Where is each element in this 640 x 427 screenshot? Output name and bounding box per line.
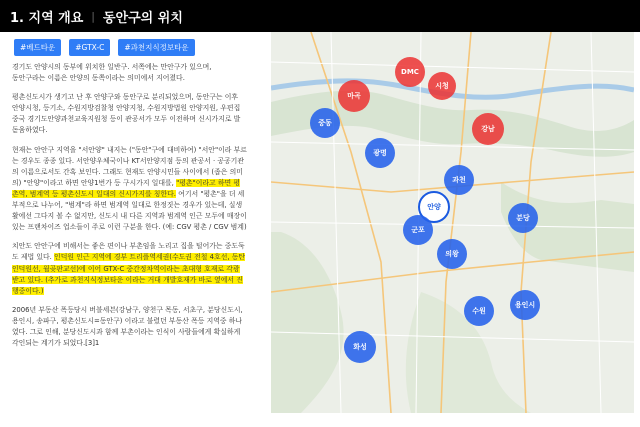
map-marker-magok[interactable]: 마곡	[338, 80, 370, 112]
paragraph-text: 치안도 안안구에 비해서는 좋은 편이나 부촌임을 노리고 집을 털어가는 중도둑 도 제법 있다.	[12, 242, 245, 262]
map-marker-yongin[interactable]: 용인시	[510, 290, 540, 320]
map-marker-gunpo[interactable]: 군포	[403, 215, 433, 245]
map-marker-hwaseong[interactable]: 화성	[344, 331, 376, 363]
map-marker-uiwang[interactable]: 의왕	[437, 239, 467, 269]
article-body	[12, 62, 262, 357]
article-paragraph	[12, 145, 262, 234]
section-title: 1. 지역 개요	[10, 10, 84, 26]
paragraph-text: 여기서 "평촌"을 더 세 부적으로 나누어, "범계"라 하면 범계역 일대로 한정짓는 경우가 있는데, 실생 활에선 그다지 볼 수 없지만, 신도시 내 다른 지역과 범계역 인근 모두에 매장이 있는 프랜차이즈 업소들이 주로 이런 구분을 한다. (예: CGV 평촌 / CGV 범계)	[12, 189, 247, 232]
map-marker-gangnam[interactable]: 강남	[472, 113, 504, 145]
hashtag-gtx-c[interactable]: #GTX-C	[69, 39, 110, 56]
page-header	[0, 0, 640, 32]
region-map[interactable]	[271, 32, 634, 413]
map-marker-suwon[interactable]: 수원	[464, 296, 494, 326]
section-subtitle: 동안구의 위치	[103, 10, 183, 26]
map-marker-gwacheon[interactable]: 과천	[444, 165, 474, 195]
paragraph-text: 평촌신도시가 생기고 난 후 안양구와 동안구로 분리되었으며, 동안구는 이후 안양시청, 등기소, 수원지방검찰청 안양지청, 수원지방법원 안양지원, 우편집 중국 경기도안양과천교육지원청 등이 관공서가 모두 이전하며 신시가지로 발 돋움하였다.	[12, 93, 241, 135]
paragraph-text: 경기도 안양시의 동부에 위치한 일반구. 서쪽에는 만안구가 있으며, 동안구라는 이름은 안양의 동쪽이라는 의미에서 지어졌다.	[12, 63, 212, 83]
highlighted-text: 인덕원 인근 지역에 경부 트리플역세권(수도권 전철 4호선, 동탄 인덕원선, 월곶판교선)에 이어 GTX-C 중간정차역이라는 초대형 호재로 각광 받고 있다. (추가로 과천지식정보타운 이라는 거대 개발호재가 바로 옆에서 진 행중이다.)	[12, 253, 246, 295]
map-marker-city-hall[interactable]: 시청	[428, 72, 456, 100]
article-paragraph	[12, 92, 262, 136]
paragraph-text: 2006년 부동산 폭등당시 버블세븐(강남구, 양천구 목동, 서초구, 분당신도시, 용인시, 송파구, 평촌신도시=동안구) 이라고 불렸던 부동산 폭등 지역중 하나 였다. 그로 인해, 분당신도시과 함께 부촌이라는 인식이 사람들에게 확실하게 각인되는 계기가 되었다.[3]1	[12, 305, 243, 348]
map-marker-bundang[interactable]: 분당	[508, 203, 538, 233]
paragraph-text: 현재는 안안구 지역을 "서안양" 내지는 ("동안"구에 대비하여) "서안"이라 부르 는 경우도 종종 있다. 서안양우체국이나 KT서안양지점 등의 관공서 · 공공기관 의 이름으로서도 간혹 보인다. 그래도 현재도 안양시민들 사이에서 (좁은 의미 의) "안양"이라고 하면 안양1번가 등 구시가지 일대를,	[12, 145, 247, 187]
map-marker-gwangmyeong[interactable]: 광명	[365, 138, 395, 168]
title-divider: |	[91, 9, 95, 23]
hashtag-bedtown[interactable]: #베드타운	[14, 39, 61, 56]
article-paragraph	[12, 305, 262, 349]
hashtag-list	[14, 39, 195, 56]
hashtag-gwacheon[interactable]: #과천지식정보타운	[118, 39, 194, 56]
map-marker-jungdong[interactable]: 중동	[310, 108, 340, 138]
highlighted-text: "평촌"이라고 하면 평 촌역, 범계역 등 평촌신도시 일대의 신시가지를 칭한다.	[12, 178, 241, 198]
article-paragraph	[12, 241, 262, 296]
map-marker-anyang[interactable]: 안양	[418, 191, 450, 223]
article-paragraph	[12, 62, 262, 84]
map-marker-dmc[interactable]: DMC	[395, 57, 425, 87]
